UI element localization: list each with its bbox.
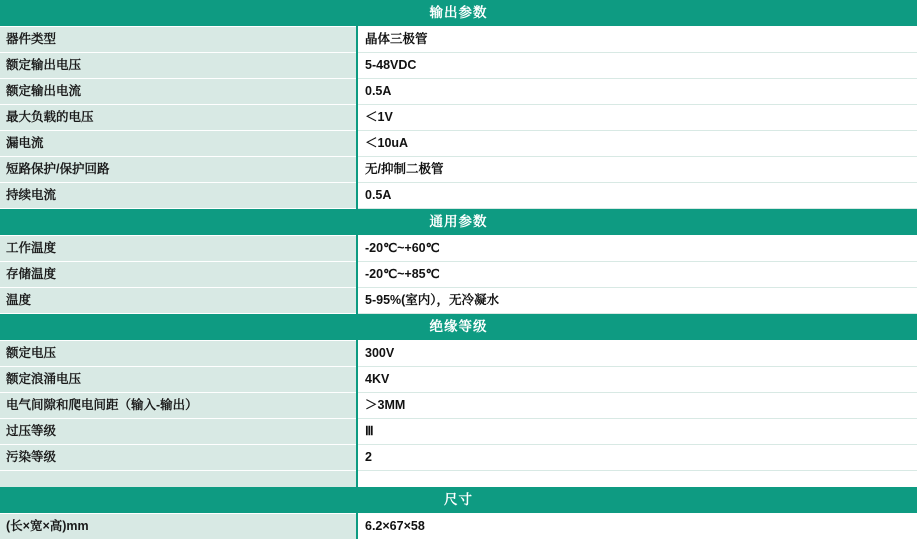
row-value: ＜1V (357, 105, 917, 131)
table-row (0, 236, 917, 262)
spacer-row (0, 471, 917, 487)
row-value: Ⅲ (357, 419, 917, 445)
row-value: 0.5A (357, 79, 917, 105)
row-label: 温度 (0, 288, 357, 314)
row-label: 过压等级 (0, 419, 357, 445)
row-label: 额定输出电压 (0, 53, 357, 79)
row-label: 污染等级 (0, 445, 357, 471)
row-label: 短路保护/保护回路 (0, 157, 357, 183)
table-row (0, 393, 917, 419)
row-value: 6.2×67×58 (357, 513, 917, 539)
table-row (0, 262, 917, 288)
row-value: -20℃~+85℃ (357, 262, 917, 288)
spacer-label-cell (0, 471, 357, 487)
section-title: 绝缘等级 (0, 314, 917, 341)
row-label: 工作温度 (0, 236, 357, 262)
row-label: 最大负载的电压 (0, 105, 357, 131)
table-row (0, 288, 917, 314)
table-row (0, 131, 917, 157)
section-title: 通用参数 (0, 209, 917, 236)
table-row (0, 157, 917, 183)
row-value: 300V (357, 341, 917, 367)
section-title: 输出参数 (0, 0, 917, 27)
table-row (0, 105, 917, 131)
row-label: 额定浪涌电压 (0, 367, 357, 393)
row-value: 0.5A (357, 183, 917, 209)
row-label: 漏电流 (0, 131, 357, 157)
row-value: ＞3MM (357, 393, 917, 419)
spacer-value-cell (357, 471, 917, 487)
table-row (0, 27, 917, 53)
row-label: (长×宽×高)mm (0, 513, 357, 539)
section-header-row (0, 314, 917, 341)
row-value: ＜10uA (357, 131, 917, 157)
table-row (0, 341, 917, 367)
row-value: 2 (357, 445, 917, 471)
section-header-row (0, 0, 917, 27)
row-value: 无/抑制二极管 (357, 157, 917, 183)
section-header-row (0, 487, 917, 514)
row-value: 5-95%(室内），无冷凝水 (357, 288, 917, 314)
row-value: 晶体三极管 (357, 27, 917, 53)
table-row (0, 79, 917, 105)
row-label: 额定输出电流 (0, 79, 357, 105)
row-label: 器件类型 (0, 27, 357, 53)
table-row (0, 53, 917, 79)
table-row (0, 419, 917, 445)
row-label: 电气间隙和爬电间距（输入-输出） (0, 393, 357, 419)
row-value: 5-48VDC (357, 53, 917, 79)
table-row (0, 513, 917, 539)
row-label: 额定电压 (0, 341, 357, 367)
table-row (0, 445, 917, 471)
section-title: 尺寸 (0, 487, 917, 514)
section-header-row (0, 209, 917, 236)
table-row (0, 367, 917, 393)
row-label: 持续电流 (0, 183, 357, 209)
table-row (0, 183, 917, 209)
row-label: 存储温度 (0, 262, 357, 288)
row-value: -20℃~+60℃ (357, 236, 917, 262)
row-value: 4KV (357, 367, 917, 393)
